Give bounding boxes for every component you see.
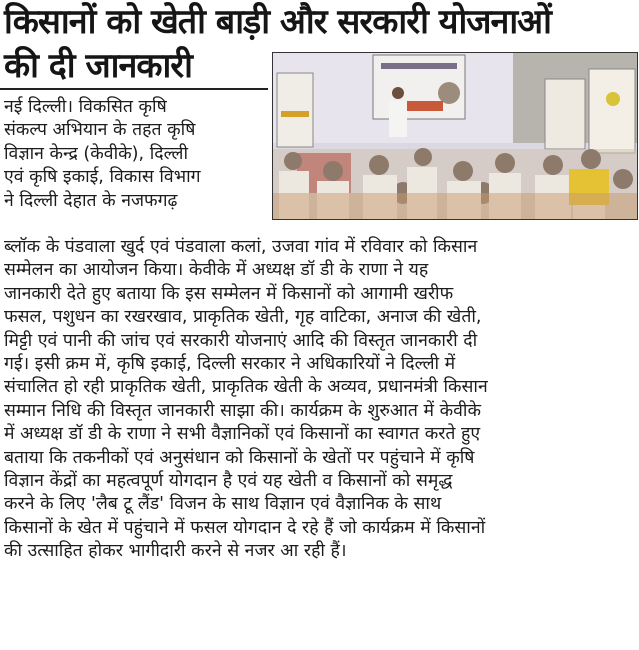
body-line: जानकारी देते हुए बताया कि इस सम्मेलन में किसानों को आगामी खरीफ — [4, 283, 454, 304]
article-body-intro — [4, 96, 268, 213]
body-line: संकल्प अभियान के तहत कृषि — [4, 120, 196, 141]
body-line: किसानों के खेत में पहुंचाने में फसल योगदान दे रहे हैं जो कार्यक्रम में किसानों — [4, 517, 486, 538]
headline-underline — [0, 88, 268, 90]
body-line: की उत्साहित होकर भागीदारी करने से नजर आ रही हैं। — [4, 541, 347, 562]
headline-line-2: की दी जानकारी — [4, 46, 192, 86]
body-line: संचालित हो रही प्राकृतिक खेती, प्राकृतिक खेती के अव्यव, प्रधानमंत्री किसान — [4, 377, 488, 398]
body-line: सम्मेलन का आयोजन किया। केवीके में अध्यक्ष डॉ डी के राणा ने यह — [4, 260, 429, 281]
body-line: में अध्यक्ष डॉ डी के राणा ने सभी वैज्ञानिकों एवं किसानों का स्वागत करते हुए — [4, 424, 481, 445]
body-line: बताया कि तकनीकों एवं अनुसंधान को किसानों के खेतों पर पहुंचाने में कृषि — [4, 447, 475, 468]
body-line: ब्लॉक के पंडवाला खुर्द एवं पंडवाला कलां, उजवा गांव में रविवार को किसान — [4, 237, 478, 257]
body-line: गई। इसी क्रम में, कृषि इकाई, दिल्ली सरकार ने अधिकारियों ने दिल्ली में — [4, 354, 456, 375]
article-photo — [272, 52, 638, 220]
body-line: एवं कृषि इकाई, विकास विभाग — [4, 167, 201, 188]
body-line: फसल, पशुधन का रखरखाव, प्राकृतिक खेती, गृह वाटिका, अनाज की खेती, — [4, 307, 482, 328]
body-line: विज्ञान केन्द्र (केवीके), दिल्ली — [4, 143, 189, 164]
body-line: करने के लिए 'लैब टू लैंड' विजन के साथ विज्ञान एवं वैज्ञानिक के साथ — [4, 494, 442, 515]
body-line: ने दिल्ली देहात के नजफगढ़ — [4, 190, 178, 211]
body-line: सम्मान निधि की विस्तृत जानकारी साझा की। कार्यक्रम के शुरुआत में केवीके — [4, 400, 481, 421]
body-line: विज्ञान केंद्रों का महत्वपूर्ण योगदान है एवं यह खेती व किसानों को समृद्ध — [4, 471, 453, 492]
seminar-photo-illustration — [273, 53, 637, 219]
body-line: मिट्टी एवं पानी की जांच एवं सरकारी योजनाएं आदि की विस्तृत जानकारी दी — [4, 330, 478, 351]
headline-line-1: किसानों को खेती बाड़ी और सरकारी योजनाओं — [4, 2, 551, 42]
body-line: नई दिल्ली। विकसित कृषि — [4, 97, 167, 117]
article-body — [4, 236, 636, 564]
